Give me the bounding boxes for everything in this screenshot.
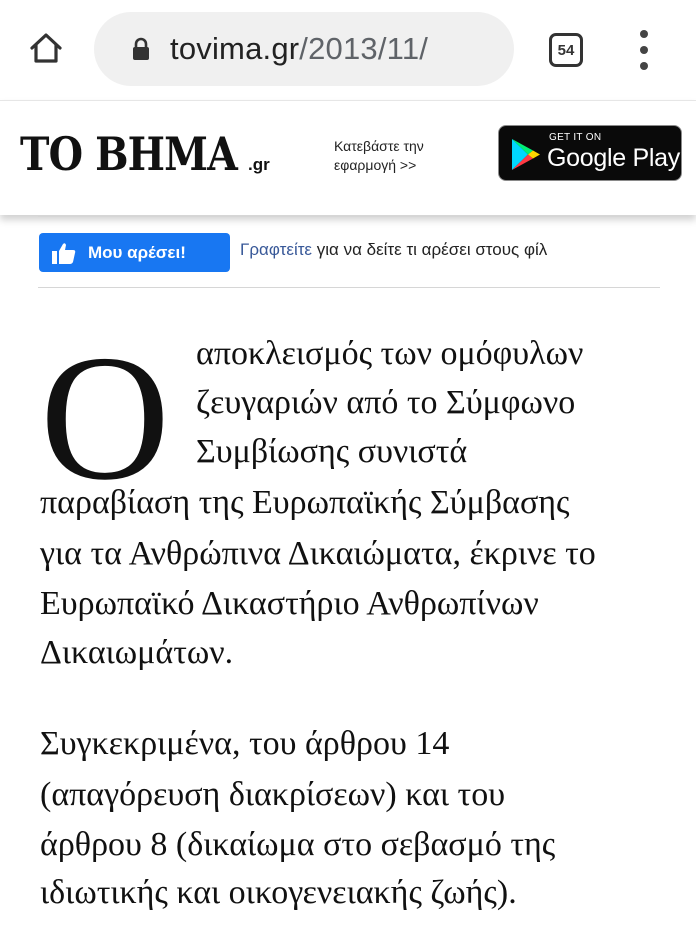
google-play-icon [511, 138, 541, 171]
paragraph-line: (απαγόρευση διακρίσεων) και του [40, 776, 506, 813]
paragraph-line: Δικαιωμάτων. [40, 634, 234, 671]
site-logo[interactable] [20, 127, 270, 181]
google-play-button[interactable] [498, 125, 682, 181]
paragraph-line: Ευρωπαϊκό Δικαστήριο Ανθρωπίνων [40, 585, 539, 622]
signup-rest: για να δείτε τι αρέσει στους φίλ [312, 240, 548, 259]
paragraph-line: ιδιωτικής και οικογενειακής ζωής). [40, 874, 517, 911]
paragraph-line: για τα Ανθρώπινα Δικαιώματα, έκρινε το [40, 535, 596, 572]
paragraph-line: παραβίαση της Ευρωπαϊκής Σύμβασης [40, 484, 570, 521]
paragraph-line: ζευγαριών από το Σύμφωνο [196, 384, 576, 421]
address-bar[interactable] [94, 12, 514, 86]
social-prompt [240, 240, 660, 260]
divider [38, 216, 660, 217]
thumbs-up-icon [52, 242, 76, 264]
logo-suffix: .gr [248, 155, 270, 174]
paragraph-line: Συγκεκριμένα, του άρθρου 14 [40, 725, 450, 762]
url-host: tovima.gr [170, 31, 300, 66]
url-text[interactable] [170, 31, 428, 67]
more-vert-icon[interactable] [624, 26, 664, 74]
app-cta-line2: εφαρμογή >> [334, 157, 417, 173]
app-download-link[interactable] [334, 137, 424, 175]
home-button[interactable] [22, 24, 70, 72]
app-cta-line1: Κατεβάστε την [334, 138, 424, 154]
store-caption: GET IT ON [549, 132, 602, 143]
store-name: Google Play [547, 144, 680, 172]
paragraph-line: Συμβίωσης συνιστά [196, 433, 468, 470]
site-header [0, 100, 696, 215]
divider [38, 287, 660, 288]
like-label: Μου αρέσει! [88, 242, 186, 262]
tab-count: 54 [549, 33, 583, 67]
tab-switcher-button[interactable] [546, 30, 586, 70]
paragraph-line: άρθρου 8 (δικαίωμα στο σεβασμό της [40, 826, 556, 863]
lock-icon [130, 36, 152, 62]
logo-wordmark: ΤΟ ΒΗΜΑ [20, 127, 237, 181]
facebook-like-button[interactable] [39, 233, 230, 272]
browser-toolbar [0, 0, 696, 100]
drop-cap: Ο [40, 318, 170, 517]
url-path: /2013/11/ [299, 31, 429, 66]
home-icon [26, 28, 66, 68]
signup-link[interactable]: Γραφτείτε [240, 240, 313, 259]
paragraph-line: αποκλεισμός των ομόφυλων [196, 335, 584, 372]
